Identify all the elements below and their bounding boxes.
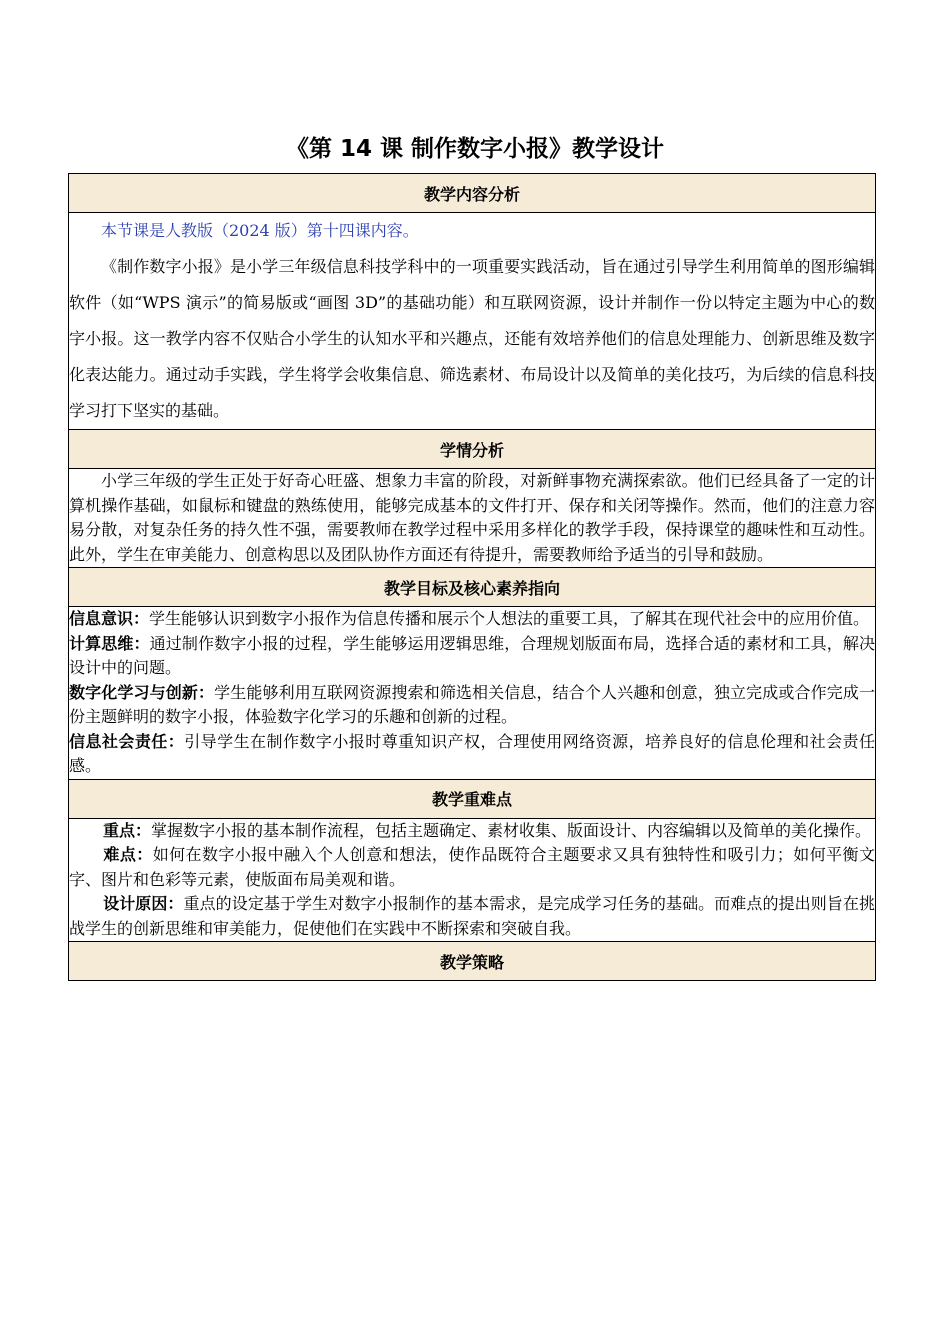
objective-label: 信息意识：	[69, 609, 150, 628]
key-point-item	[69, 819, 875, 844]
section-heading-content-analysis: 教学内容分析	[69, 174, 876, 213]
document-title: 《第 14 课 制作数字小报》教学设计	[285, 136, 665, 162]
content-analysis-body: 《制作数字小报》是小学三年级信息科技学科中的一项重要实践活动，旨在通过引导学生利用简单的图形编辑软件（如“WPS 演示”的简易版或“画图 3D”的基础功能）和互联网资源，设计并制作一份以特定主题为中心的数字小报。这一教学内容不仅贴合小学生的认知水平和兴趣点，还能有效培养他们的信息处理能力、创新思维及数字化表达能力。通过动手实践，学生将学会收集信息、筛选素材、布局设计以及简单的美化技巧，为后续的信息科技学习打下坚实的基础。	[69, 257, 875, 420]
objective-label: 信息社会责任：	[69, 731, 185, 751]
objective-item	[69, 632, 875, 681]
key-point-text: 重点的设定基于学生对数字小报制作的基本需求，是完成学习任务的基础。而难点的提出则旨在挑战学生的创新思维和审美能力，促使他们在实践中不断探索和突破自我。	[69, 894, 875, 938]
learner-analysis-body: 小学三年级的学生正处于好奇心旺盛、想象力丰富的阶段，对新鲜事物充满探索欲。他们已经具备了一定的计算机操作基础，如鼠标和键盘的熟练使用，能够完成基本的文件打开、保存和关闭等操作。然而，他们的注意力容易分散，对复杂任务的持久性不强，需要教师在教学过程中采用多样化的教学手段，保持课堂的趣味性和互动性。此外，学生在审美能力、创意构思以及团队协作方面还有待提升，需要教师给予适当的引导和鼓励。	[69, 471, 875, 564]
section-heading-strategy: 教学策略	[69, 942, 876, 981]
key-point-item	[69, 892, 875, 941]
section-heading-key-points: 教学重难点	[69, 779, 876, 818]
objective-text: 通过制作数字小报的过程，学生能够运用逻辑思维，合理规划版面布局，选择合适的素材和工具，解决设计中的问题。	[69, 633, 875, 677]
key-points-cell	[69, 818, 876, 942]
objective-label: 数字化学习与创新：	[69, 682, 215, 702]
key-point-label: 重点：	[103, 820, 152, 840]
lesson-design-table	[68, 173, 876, 981]
objective-text: 学生能够利用互联网资源搜索和筛选相关信息，结合个人兴趣和创意，独立完成或合作完成一份主题鲜明的数字小报，体验数字化学习的乐趣和创新的过程。	[69, 682, 875, 726]
section-heading-learner-analysis: 学情分析	[69, 430, 876, 469]
content-analysis-intro: 本节课是人教版（2024 版）第十四课内容。	[101, 221, 419, 240]
objective-text: 学生能够认识到数字小报作为信息传播和展示个人想法的重要工具，了解其在现代社会中的应用价值。	[149, 609, 870, 628]
key-point-text: 如何在数字小报中融入个人创意和想法，使作品既符合主题要求又具有独特性和吸引力；如何平衡文字、图片和色彩等元素，使版面布局美观和谐。	[69, 845, 875, 889]
objective-item	[69, 730, 875, 779]
objective-label: 计算思维：	[69, 633, 150, 653]
content-analysis-cell	[69, 213, 876, 430]
objective-item	[69, 607, 875, 632]
key-point-label: 设计原因：	[103, 894, 184, 913]
section-heading-objectives: 教学目标及核心素养指向	[69, 568, 876, 607]
key-point-text: 掌握数字小报的基本制作流程，包括主题确定、素材收集、版面设计、内容编辑以及简单的美化操作。	[151, 820, 872, 840]
objective-text: 引导学生在制作数字小报时尊重知识产权，合理使用网络资源，培养良好的信息伦理和社会责任感。	[69, 731, 875, 775]
key-point-item	[69, 843, 875, 892]
objectives-cell	[69, 607, 876, 780]
objective-item	[69, 681, 875, 730]
learner-analysis-cell	[69, 469, 876, 568]
key-point-label: 难点：	[103, 845, 153, 864]
